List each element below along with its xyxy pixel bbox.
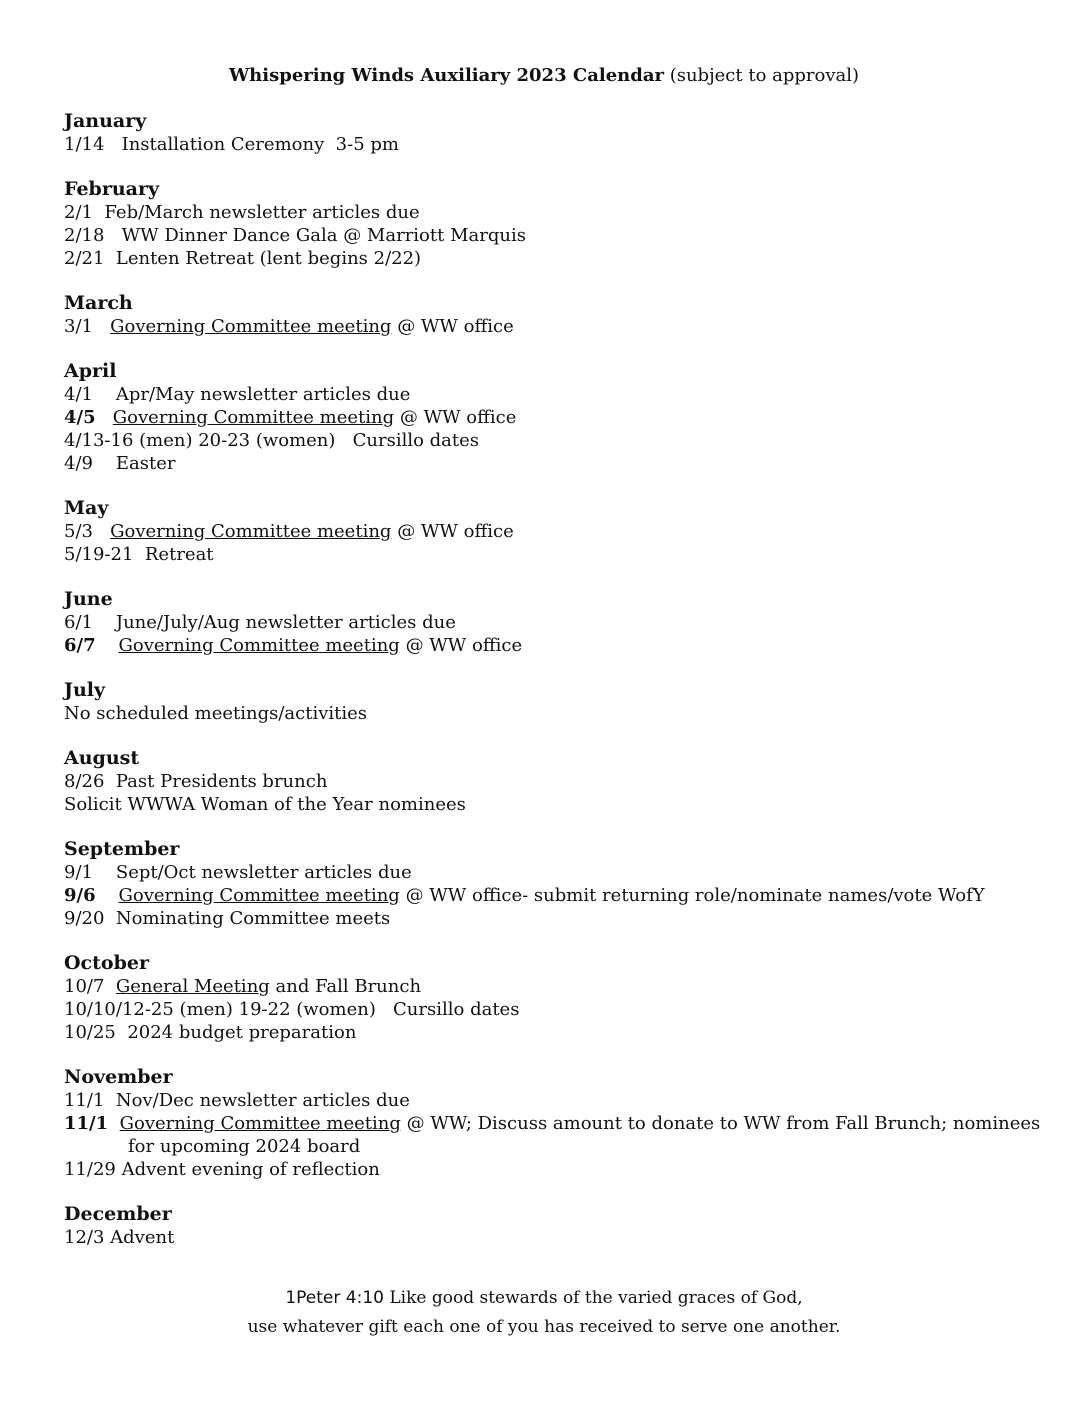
calendar-entry: 10/7 General Meeting and Fall Brunch xyxy=(64,976,422,997)
calendar-entry: 2/21 Lenten Retreat (lent begins 2/22) xyxy=(64,248,422,269)
document-title xyxy=(0,64,1088,88)
calendar-entry: 4/5 Governing Committee meeting @ WW office xyxy=(64,407,517,428)
month-january xyxy=(64,110,1054,156)
meeting-link[interactable]: Governing Committee meeting xyxy=(119,1113,401,1134)
calendar-entry: 11/1 Nov/Dec newsletter articles due xyxy=(64,1090,410,1111)
calendar-entry: 2/1 Feb/March newsletter articles due xyxy=(64,202,420,223)
month-heading: August xyxy=(64,747,140,769)
quote-line-1 xyxy=(0,1284,1088,1313)
scripture-quote xyxy=(0,1284,1088,1342)
month-heading: May xyxy=(64,497,109,519)
quote-reference: 1Peter 4:10 xyxy=(285,1288,384,1308)
calendar-entry: 4/13-16 (men) 20-23 (women) Cursillo dates xyxy=(64,430,480,451)
month-heading: October xyxy=(64,952,149,974)
calendar-entry: 8/26 Past Presidents brunch xyxy=(64,771,328,792)
meeting-link[interactable]: Governing Committee meeting xyxy=(110,316,392,337)
calendar-entry: 5/19-21 Retreat xyxy=(64,544,214,565)
calendar-entry: 5/3 Governing Committee meeting @ WW office xyxy=(64,521,514,542)
calendar-entry: 11/1 Governing Committee meeting @ WW; Discuss amount to donate to WW from Fall Brunch; nominees for upcoming 2024 board xyxy=(64,1113,1041,1157)
month-july xyxy=(64,679,1054,725)
month-heading: September xyxy=(64,838,180,860)
month-march xyxy=(64,292,1054,338)
calendar-entry: 10/10/12-25 (men) 19-22 (women) Cursillo dates xyxy=(64,999,520,1020)
calendar-entry: 9/1 Sept/Oct newsletter articles due xyxy=(64,862,412,883)
calendar-entry: No scheduled meetings/activities xyxy=(64,703,368,724)
quote-line-2: use whatever gift each one of you has received to serve one another. xyxy=(247,1317,841,1337)
month-heading: February xyxy=(64,178,160,200)
month-heading: November xyxy=(64,1066,173,1088)
month-november xyxy=(64,1066,1054,1181)
month-december xyxy=(64,1203,1054,1249)
month-heading: January xyxy=(64,110,147,132)
meeting-link[interactable]: General Meeting xyxy=(115,976,270,997)
calendar-entry: 4/1 Apr/May newsletter articles due xyxy=(64,384,411,405)
calendar-entry: Solicit WWWA Woman of the Year nominees xyxy=(64,794,466,815)
month-heading: June xyxy=(64,588,113,610)
month-september xyxy=(64,838,1054,930)
calendar-entry: 11/29 Advent evening of reflection xyxy=(64,1159,380,1180)
calendar-entry: 1/14 Installation Ceremony 3-5 pm xyxy=(64,134,399,155)
meeting-link[interactable]: Governing Committee meeting xyxy=(118,635,400,656)
quote-text-1: Like good stewards of the varied graces of God, xyxy=(389,1288,803,1308)
title-note: (subject to approval) xyxy=(669,65,860,86)
calendar-entry: 12/3 Advent xyxy=(64,1227,175,1248)
calendar-entry: 4/9 Easter xyxy=(64,453,176,474)
title-main: Whispering Winds Auxiliary 2023 Calendar xyxy=(228,65,664,86)
calendar-entry: 6/1 June/July/Aug newsletter articles due xyxy=(64,612,456,633)
calendar-entry: 9/6 Governing Committee meeting @ WW office- submit returning role/nominate names/vote WofY xyxy=(64,885,985,906)
calendar-entry: 3/1 Governing Committee meeting @ WW office xyxy=(64,316,514,337)
month-february xyxy=(64,178,1054,270)
month-may xyxy=(64,497,1054,566)
calendar-entry: 6/7 Governing Committee meeting @ WW office xyxy=(64,635,523,656)
month-heading: March xyxy=(64,292,133,314)
month-october xyxy=(64,952,1054,1044)
calendar-entry: 9/20 Nominating Committee meets xyxy=(64,908,391,929)
month-heading: April xyxy=(64,360,117,382)
meeting-link[interactable]: Governing Committee meeting xyxy=(110,521,392,542)
calendar-body xyxy=(64,110,1054,1271)
month-heading: July xyxy=(64,679,106,701)
month-april xyxy=(64,360,1054,475)
meeting-link[interactable]: Governing Committee meeting xyxy=(118,885,400,906)
calendar-entry: 10/25 2024 budget preparation xyxy=(64,1022,357,1043)
meeting-link[interactable]: Governing Committee meeting xyxy=(112,407,395,428)
calendar-entry: 2/18 WW Dinner Dance Gala @ Marriott Marquis xyxy=(64,225,526,246)
month-heading: December xyxy=(64,1203,172,1225)
month-june xyxy=(64,588,1054,657)
month-august xyxy=(64,747,1054,816)
